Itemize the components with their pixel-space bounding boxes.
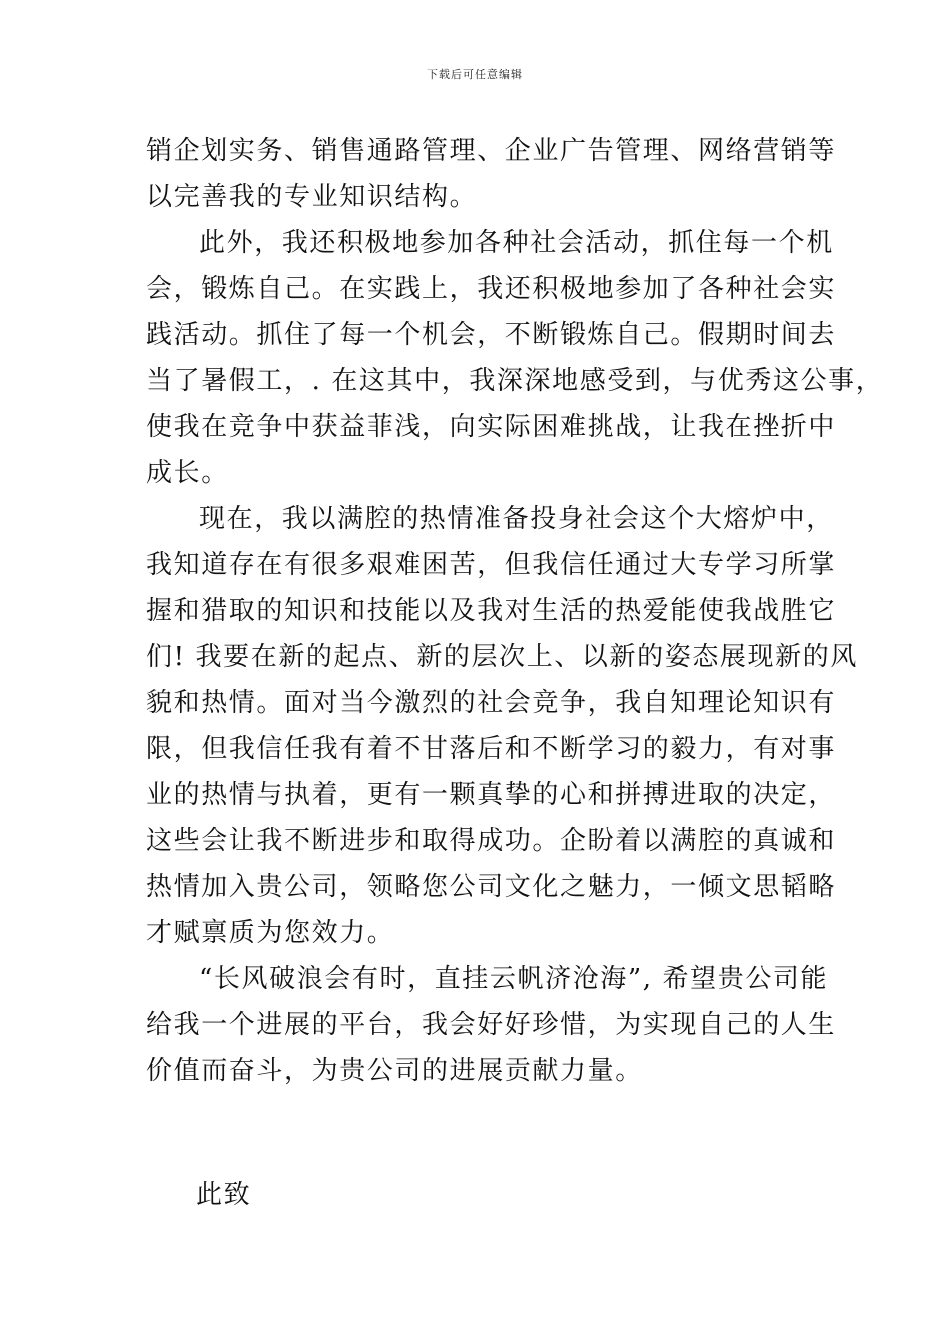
text-line: 销企划实务、销售通路管理、企业广告管理、网络营销等 [146, 136, 837, 166]
text-line: 限，但我信任我有着不甘落后和不断学习的毅力，有对事 [146, 734, 837, 764]
page-header-note: 下载后可任意编辑 [427, 68, 523, 81]
text-line: 握和猎取的知识和技能以及我对生活的热爱能使我战胜它 [146, 596, 837, 626]
paragraph-start-line: 此外，我还积极地参加各种社会活动，抓住每一个机 [199, 228, 834, 258]
text-line: 业的热情与执着，更有一颗真挚的心和拼搏进取的决定， [146, 780, 837, 810]
text-line: 热情加入贵公司，领略您公司文化之魅力，一倾文思韬略 [146, 872, 837, 902]
paragraph-start-line: 现在，我以满腔的热情准备投身社会这个大熔炉中， [199, 504, 834, 534]
text-line: 给我一个进展的平台，我会好好珍惜，为实现自己的人生 [146, 1010, 837, 1040]
text-line: 我知道存在有很多艰难困苦，但我信任通过大专学习所掌 [146, 550, 837, 580]
paragraph-start-line: “长风破浪会有时，直挂云帆济沧海”, 希望贵公司能 [199, 964, 829, 994]
text-line: 们! 我要在新的起点、新的层次上、以新的姿态展现新的风 [146, 642, 858, 672]
body-text [146, 128, 884, 1094]
text-line: 才赋禀质为您效力。 [146, 918, 395, 948]
text-line: 以完善我的专业知识结构。 [146, 182, 478, 212]
text-line: 价值而奋斗，为贵公司的进展贡献力量。 [146, 1056, 643, 1086]
text-line: 成长。 [146, 458, 229, 488]
letter-closing: 此致 [196, 1180, 252, 1210]
text-line: 会，锻炼自己。在实践上，我还积极地参加了各种社会实 [146, 274, 837, 304]
text-line: 貌和热情。面对当今激烈的社会竞争，我自知理论知识有 [146, 688, 837, 718]
text-line: 当了暑假工，. 在这其中，我深深地感受到，与优秀这公事， [146, 366, 884, 396]
text-line: 使我在竞争中获益菲浅，向实际困难挑战，让我在挫折中 [146, 412, 837, 442]
text-line: 这些会让我不断进步和取得成功。企盼着以满腔的真诚和 [146, 826, 837, 856]
text-line: 践活动。抓住了每一个机会，不断锻炼自己。假期时间去 [146, 320, 837, 350]
